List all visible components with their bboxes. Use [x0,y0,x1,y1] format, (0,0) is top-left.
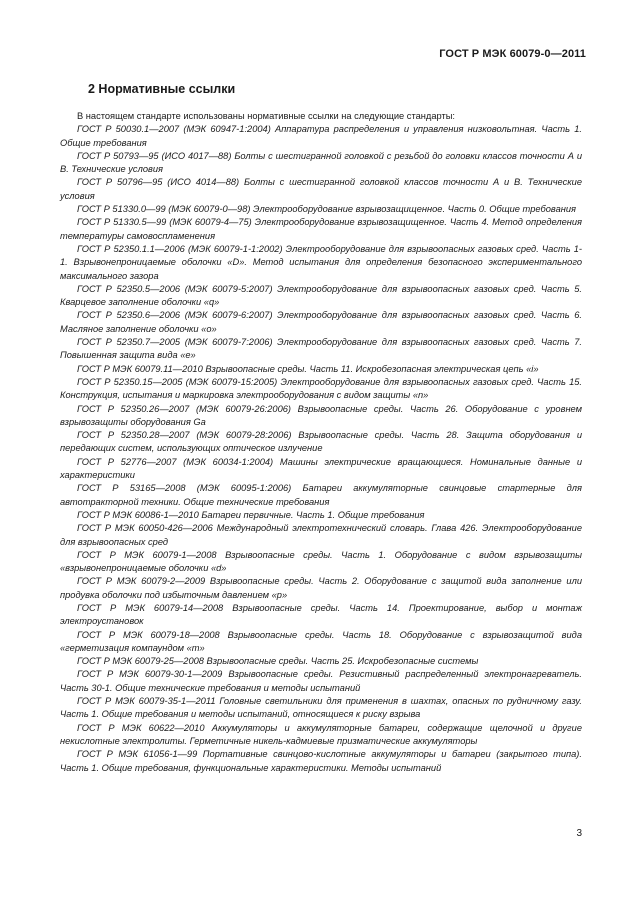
reference-item: ГОСТ Р 52350.26—2007 (МЭК 60079-26:2006) Взрывоопасные среды. Часть 26. Оборудование с уровнем взрывозащиты оборудования Ga [60,403,582,427]
reference-item: ГОСТ Р МЭК 60079-35-1—2011 Головные светильники для применения в шахтах, опасных по рудничному газу. Часть 1. Общие требования и методы испытаний, относящиеся к риску взрыва [60,696,582,720]
reference-list [60,123,582,775]
reference-item: ГОСТ Р МЭК 60079-1—2008 Взрывоопасные среды. Часть 1. Оборудование с видом взрывозащиты «взрывонепроницаемые оболочки «d» [60,549,582,574]
reference-item: ГОСТ Р 50796—95 (ИСО 4014—88) Болты с шестигранной головкой классов точности А и В. Технические условия [60,177,582,201]
intro-paragraph: В настоящем стандарте использованы нормативные ссылки на следующие стандарты: [77,111,456,121]
reference-item: ГОСТ Р МЭК 61056-1—99 Портативные свинцово-кислотные аккумуляторы и батареи (закрытого типа). Часть 1. Общие требования, функциональные характеристики. Методы испытаний [60,749,582,773]
reference-item: ГОСТ Р 51330.5—99 (МЭК 60079-4—75) Электрооборудование взрывозащищенное. Часть 4. Метод определения температуры самовоспламенения [60,217,582,241]
section-body [60,110,582,775]
reference-item: ГОСТ Р МЭК 60079-30-1—2009 Взрывоопасные среды. Резистивный распределенный электронагреватель. Часть 30-1. Общие технические требования и методы испытаний [60,669,582,693]
reference-item: ГОСТ Р МЭК 60079-2—2009 Взрывоопасные среды. Часть 2. Оборудование с защитой вида заполнение или продувка оболочки под избыточным давлением «р» [60,576,582,600]
reference-item: ГОСТ Р МЭК 60079.11—2010 Взрывоопасные среды. Часть 11. Искробезопасная электрическая цепь «i» [77,363,539,374]
reference-item: ГОСТ Р 51330.0—99 (МЭК 60079-0—98) Электрооборудование взрывозащищенное. Часть 0. Общие требования [77,204,577,215]
reference-item: ГОСТ Р 50793—95 (ИСО 4017—88) Болты с шестигранной головкой с резьбой до головки классов точности А и В. Технические условия [60,150,582,175]
reference-item: ГОСТ Р 52350.7—2005 (МЭК 60079-7:2006) Электрооборудование для взрывоопасных газовых сред. Часть 7. Повышенная защита вида «е» [60,337,582,361]
reference-item: ГОСТ Р МЭК 60079-25—2008 Взрывоопасные среды. Часть 25. Искробезопасные системы [77,656,479,667]
document-header: ГОСТ Р МЭК 60079-0—2011 [439,48,586,60]
reference-item: ГОСТ Р 53165—2008 (МЭК 60095-1:2006) Батареи аккумуляторные свинцовые стартерные для автотракторной техники. Общие технические требования [60,483,582,507]
reference-item: ГОСТ Р 50030.1—2007 (МЭК 60947-1:2004) Аппаратура распределения и управления низковольтная. Часть 1. Общие требования [60,124,582,148]
reference-item: ГОСТ Р 52350.6—2006 (МЭК 60079-6:2007) Электрооборудование для взрывоопасных газовых сред. Часть 6. Масляное заполнение оболочки «о» [60,310,582,334]
reference-item: ГОСТ Р МЭК 60079-14—2008 Взрывоопасные среды. Часть 14. Проектирование, выбор и монтаж электроустановок [60,602,582,627]
reference-item: ГОСТ Р 52350.5—2006 (МЭК 60079-5:2007) Электрооборудование для взрывоопасных газовых сред. Часть 5. Кварцевое заполнение оболочки «q» [60,283,582,308]
reference-item: ГОСТ Р 52776—2007 (МЭК 60034-1:2004) Машины электрические вращающиеся. Номинальные данные и характеристики [60,456,582,481]
reference-item: ГОСТ Р МЭК 60086-1—2010 Батареи первичные. Часть 1. Общие требования [77,509,425,520]
reference-item: ГОСТ Р МЭК 60050-426—2006 Международный электротехнический словарь. Глава 426. Электрооборудование для взрывоопасных сред [60,523,582,547]
reference-item: ГОСТ Р 52350.15—2005 (МЭК 60079-15:2005) Электрооборудование для взрывоопасных газовых сред. Часть 15. Конструкция, испытания и маркировка электрооборудования с видом защиты «n» [60,376,582,401]
reference-item: ГОСТ Р 52350.1.1—2006 (МЭК 60079-1-1:2002) Электрооборудование для взрывоопасных газовых сред. Часть 1-1. Взрывонепроницаемые оболочки «D». Метод испытания для определения безопасного экспериментального максимального зазора [60,243,582,281]
page-number: 3 [576,828,582,839]
section-title: 2 Нормативные ссылки [88,82,236,96]
reference-item: ГОСТ Р МЭК 60622—2010 Аккумуляторы и аккумуляторные батареи, содержащие щелочной и другие некислотные электролиты. Герметичные никель-кадмиевые призматические аккумуляторы [60,722,582,746]
reference-item: ГОСТ Р МЭК 60079-18—2008 Взрывоопасные среды. Часть 18. Оборудование с взрывозащитой вида «герметизация компаундом «m» [60,629,582,653]
reference-item: ГОСТ Р 52350.28—2007 (МЭК 60079-28:2006) Взрывоопасные среды. Часть 28. Защита оборудования и передающих систем, использующих оптическое излучение [60,430,582,454]
